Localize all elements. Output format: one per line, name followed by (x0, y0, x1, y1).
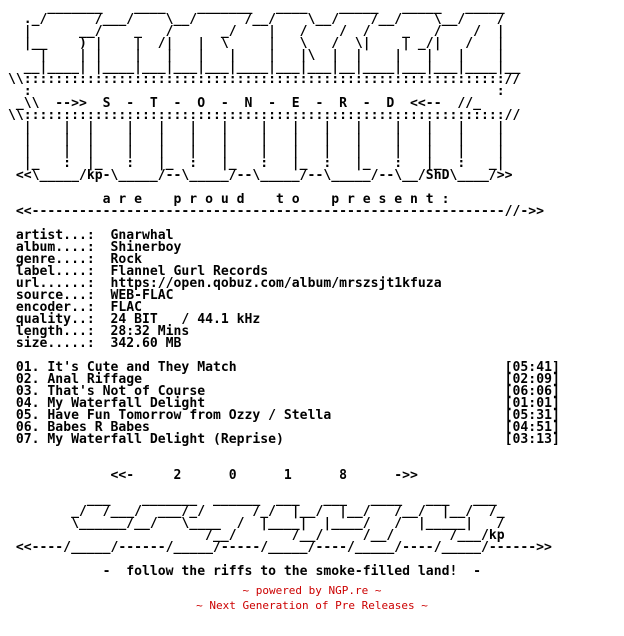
release-info-value: https://open.qobuz.com/album/mrszsjt1kfuza (94, 276, 442, 291)
track-duration: [03:13] (504, 432, 560, 447)
header-art-line: ._/ /___/ \__/ /__/ \__/ /__/ \__/ / (8, 12, 505, 27)
release-info-label: length...: (8, 324, 95, 339)
credit-ngp: ~ Next Generation of Pre Releases ~ (196, 599, 428, 612)
release-info-label: album....: (8, 240, 95, 255)
track-title: That's Not of Course (47, 384, 206, 399)
header-art-line: | | | | | | | | | | | | | | | (8, 144, 505, 159)
year-line: <<- 2 0 1 8 ->> (8, 468, 418, 483)
release-info-label: label....: (8, 264, 95, 279)
track-number: 01. (8, 360, 48, 375)
release-info-value: Rock (94, 252, 143, 267)
track-title: Have Fun Tomorrow from Ozzy / Stella (47, 408, 332, 423)
header-art-line: __|____| |____|___|___|___|____|___|___|__|____|___|___|____|__ (8, 60, 521, 75)
release-info-label: encoder..: (8, 300, 95, 315)
track-number: 03. (8, 384, 48, 399)
release-info-label: quality..: (8, 312, 95, 327)
header-art-line: | | | | | | | | | | | | | | | (8, 132, 505, 147)
footer-art-line: ___ _______ ______ ___ ___ ____ ___ ___ (8, 492, 497, 507)
header-art-line: <<\_____/kp-\_____/--\_____/--\_____/--\_____/--\__/ShD\____/>> (8, 168, 513, 183)
track-duration: [02:09] (504, 372, 560, 387)
track-title: It's Cute and They Match (47, 360, 237, 375)
track-title: Babes R Babes (47, 420, 150, 435)
release-info-label: genre....: (8, 252, 95, 267)
release-info-value: 24 BIT / 44.1 kHz (94, 312, 261, 327)
header-art-line: _\\ -->> S - T - O - N - E - R - D <<-- //_ (8, 96, 481, 111)
release-info-value: WEB-FLAC (94, 288, 174, 303)
release-info (8, 228, 442, 351)
header-art-line: : : (8, 84, 505, 99)
track-row (8, 432, 560, 447)
track-duration: [01:01] (504, 396, 560, 411)
present-line: a r e p r o u d t o p r e s e n t : (8, 192, 450, 207)
header-art-line: | | | | | | | | |\ | | | | | | (8, 48, 505, 63)
footer-art-line: \______/__/ \____ / |____| |____/ / |_____| / (8, 516, 505, 531)
release-info-value: Gnarwhal (94, 228, 174, 243)
track-number: 05. (8, 408, 48, 423)
track-title: My Waterfall Delight (47, 396, 206, 411)
track-duration: [04:51] (504, 420, 560, 435)
header-art-line: \\:::::::::::::::::::::::::::::::::::::::::::::::::::::::::::::// (8, 72, 521, 87)
release-info-label: source...: (8, 288, 95, 303)
release-info-value: FLAC (94, 300, 143, 315)
header-art-line: |_ : |_ : |_ : |_ : |_ : |_ : |_ : _| (8, 156, 505, 171)
track-number: 07. (8, 432, 48, 447)
header-ascii-art (8, 0, 520, 183)
footer-ascii-art (8, 492, 552, 555)
release-info-row (8, 336, 181, 351)
footer-art-line: /__/ /__/ /__/ /___/kp (8, 528, 505, 543)
release-info-value: 28:32 Mins (94, 324, 190, 339)
tracklist (8, 360, 560, 447)
header-art-line: _______ ____ _______ ____ _____ _____ _____ (8, 0, 505, 15)
track-title: Anal Riffage (47, 372, 143, 387)
track-duration: [06:06] (504, 384, 560, 399)
header-art-line: \\:::::::::::::::::::::::::::::::::::::::::::::::::::::::::::::// (8, 108, 521, 123)
release-info-label: artist...: (8, 228, 95, 243)
release-info-value: Flannel Gurl Records (94, 264, 269, 279)
release-info-label: url......: (8, 276, 95, 291)
track-title: My Waterfall Delight (Reprise) (47, 432, 284, 447)
track-number: 02. (8, 372, 48, 387)
present-rule: <<------------------------------------------------------------//->> (8, 204, 545, 219)
release-info-value: 342.60 MB (94, 336, 182, 351)
track-duration: [05:31] (504, 408, 560, 423)
header-art-line: | __/ _ / _/ | / / / _ / / | (8, 24, 505, 39)
track-number: 06. (8, 420, 48, 435)
header-art-line: | | | | | | | | | | | | | | | (8, 120, 505, 135)
track-duration: [05:41] (504, 360, 560, 375)
release-info-label: size.....: (8, 336, 95, 351)
release-info-value: Shinerboy (94, 240, 182, 255)
header-art-line: |__ ) | | /| | \ | \ / \| | _/| / | (8, 36, 505, 51)
tagline: - follow the riffs to the smoke-filled land! - (8, 564, 481, 579)
nfo-document (8, 2, 560, 578)
track-number: 04. (8, 396, 48, 411)
credit-powered-by: ~ powered by NGP.re ~ (242, 584, 382, 597)
footer-art-line: <<----/_____/------/_____/-----/_____/----/_____/----/_____/------>> (8, 540, 552, 555)
footer-art-line: _/ /___/ ___/_/ /_/ |__/ |__/ /__/ |__/ /_ (8, 504, 505, 519)
